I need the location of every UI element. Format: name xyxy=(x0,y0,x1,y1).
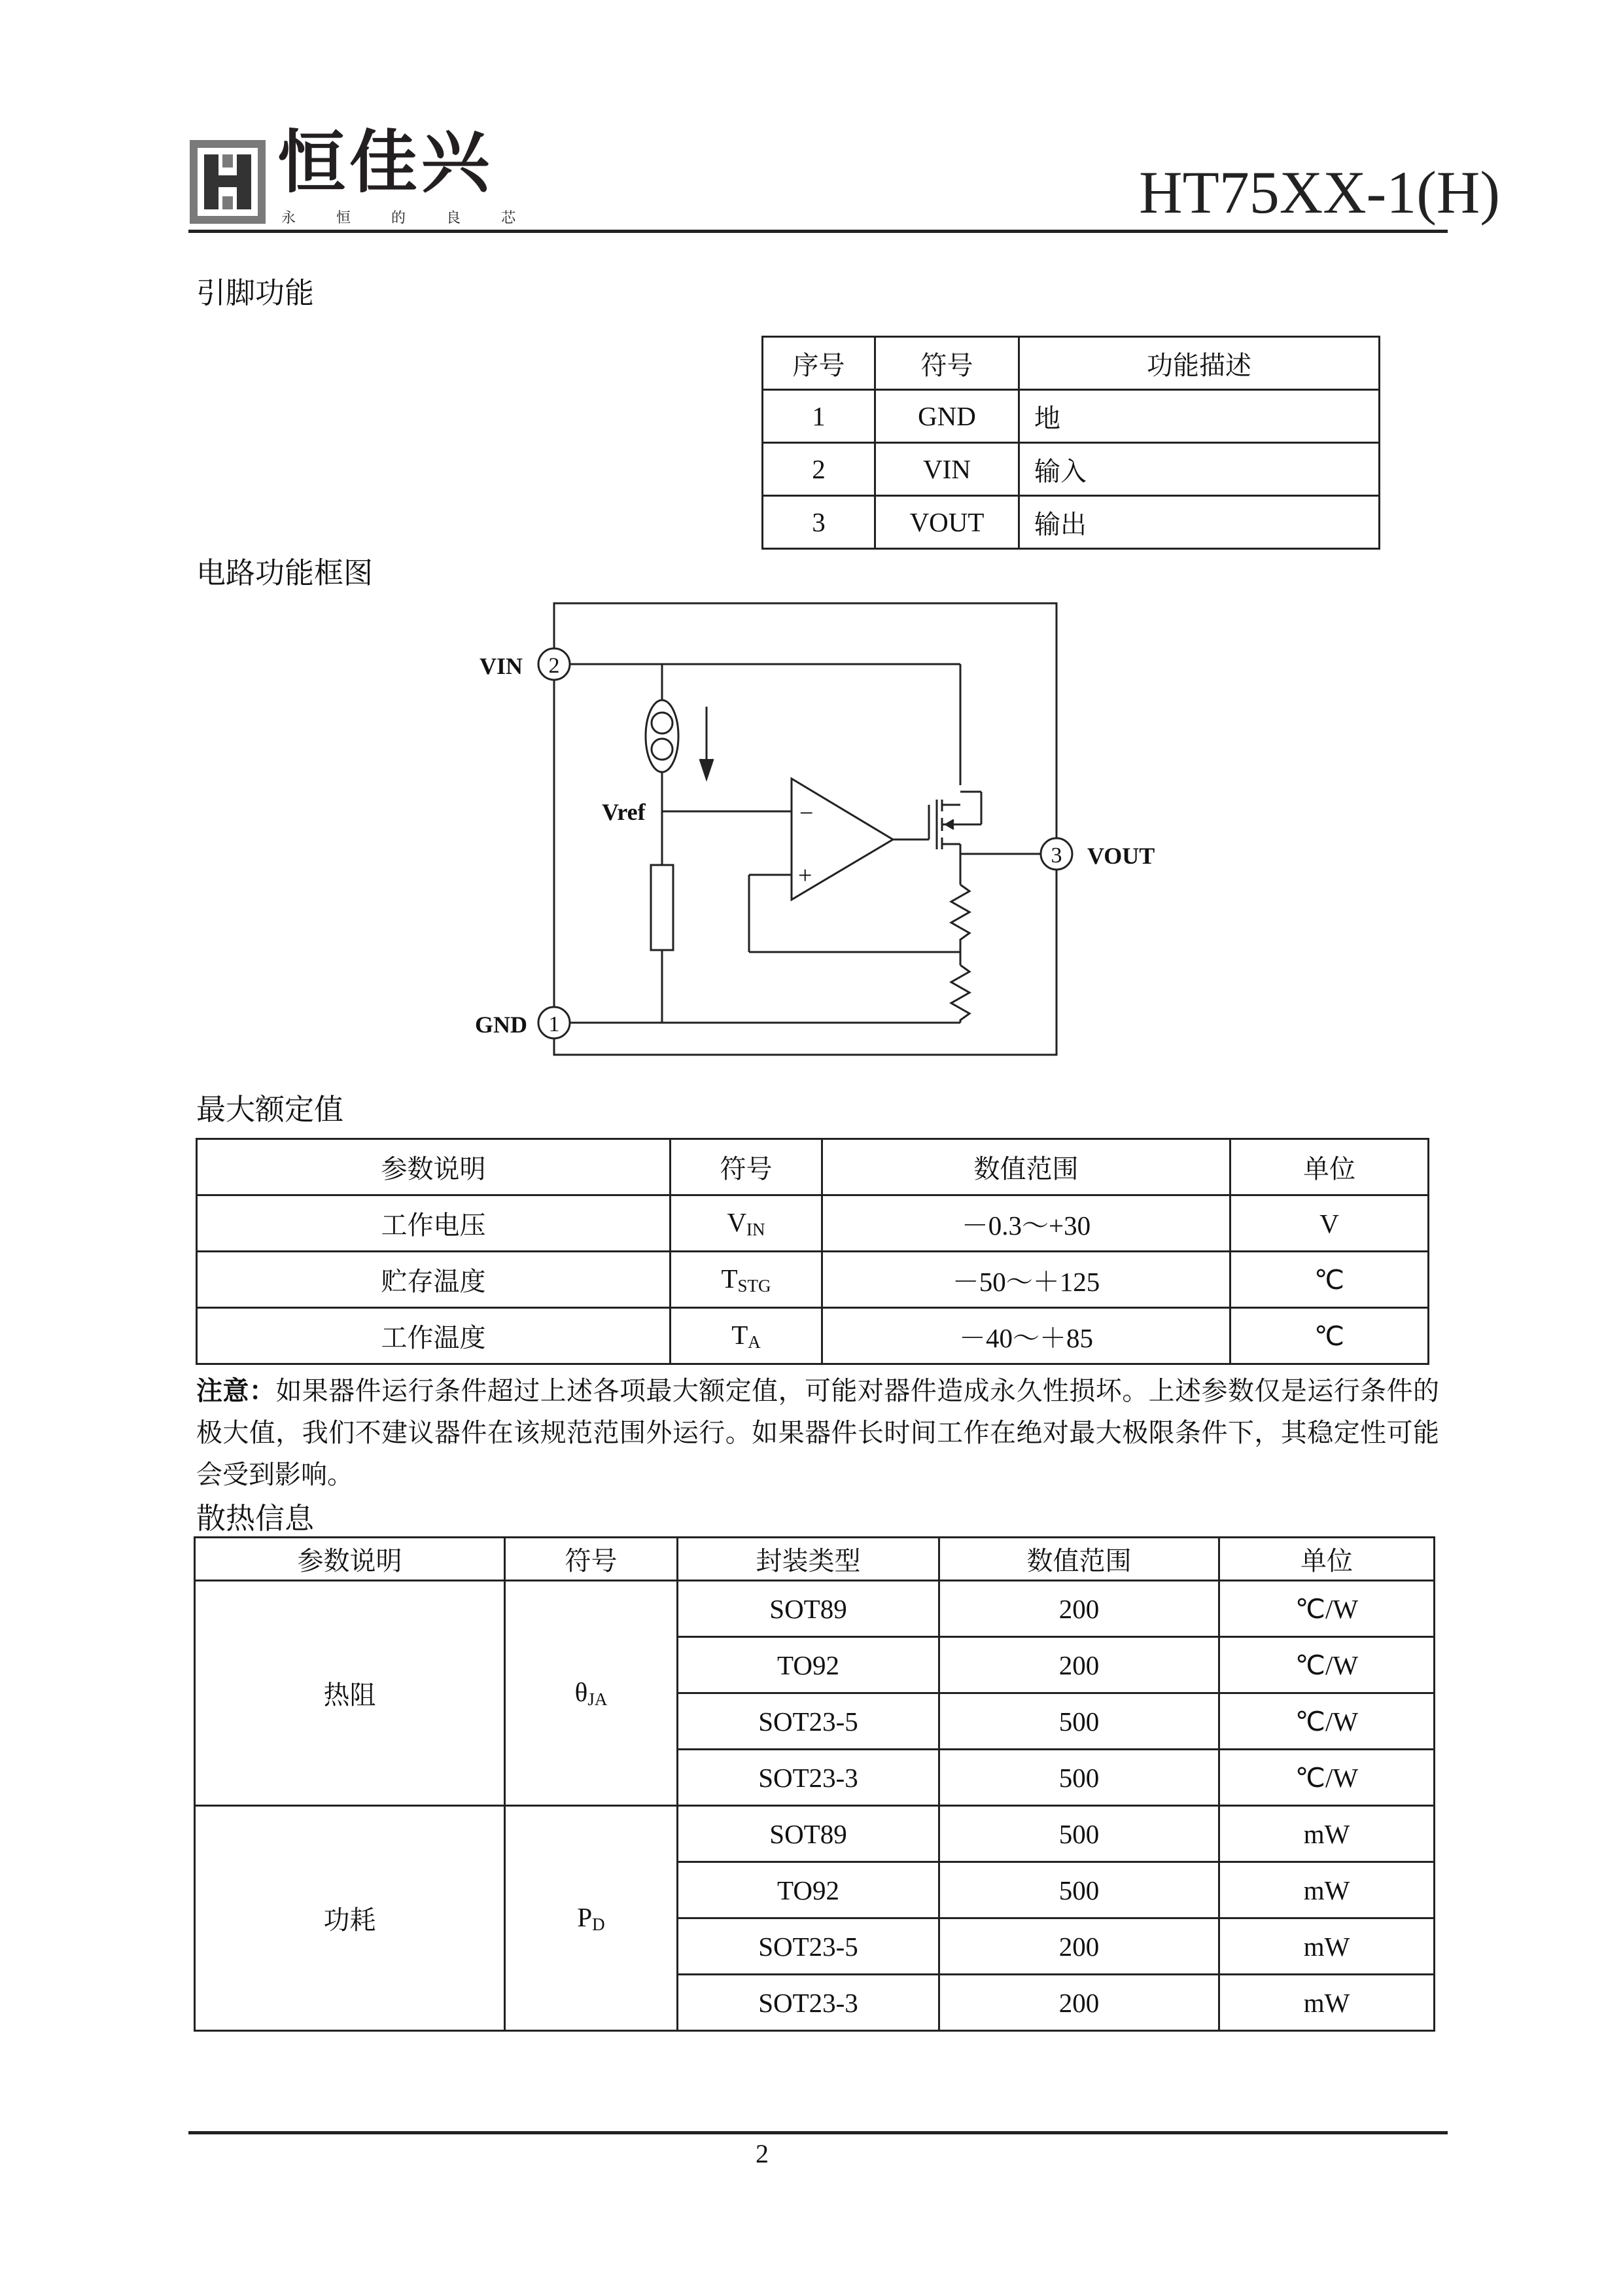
package-type: SOT89 xyxy=(678,1581,939,1637)
table-row xyxy=(197,1252,1429,1308)
symbol-subscript: STG xyxy=(737,1276,771,1296)
pin-number: 1 xyxy=(763,390,875,443)
unit: mW xyxy=(1219,1862,1435,1918)
symbol-main: V xyxy=(727,1207,747,1237)
value: 200 xyxy=(939,1637,1219,1693)
symbol-main: T xyxy=(721,1263,738,1294)
vout-label: VOUT xyxy=(1087,843,1155,869)
vref-label: Vref xyxy=(602,799,646,825)
pin-function-table xyxy=(761,336,1380,550)
note-label: 注意： xyxy=(196,1376,276,1406)
table-row xyxy=(763,443,1380,496)
package-type: SOT23-3 xyxy=(678,1975,939,2031)
company-logo-icon xyxy=(188,139,267,225)
symbol-subscript: A xyxy=(748,1332,761,1352)
note-text: 如果器件运行条件超过上述各项最大额定值，可能对器件造成永久性损坏。上述参数仅是运行条件的极大值，我们不建议器件在该规范范围外运行。如果器件长时间工作在绝对最大极限条件下，其稳定性可能会受到影响。 xyxy=(196,1376,1440,1490)
pin-description: 输出 xyxy=(1019,496,1380,549)
value: 500 xyxy=(939,1750,1219,1806)
column-header: 数值范围 xyxy=(822,1139,1230,1195)
mosfet-icon xyxy=(937,792,981,849)
package-type: TO92 xyxy=(678,1862,939,1918)
thermal-info-table xyxy=(194,1536,1435,2032)
feedback-resistor-icon xyxy=(951,965,969,1023)
param-name: 工作电压 xyxy=(197,1195,671,1252)
unit: ℃/W xyxy=(1219,1637,1435,1693)
header-divider xyxy=(188,230,1448,233)
max-ratings-table xyxy=(196,1138,1429,1365)
column-header: 功能描述 xyxy=(1019,337,1380,390)
value: 500 xyxy=(939,1862,1219,1918)
param-unit: ℃ xyxy=(1230,1252,1429,1308)
pin-number-label: 3 xyxy=(1051,843,1062,868)
thermal-info-heading: 散热信息 xyxy=(196,1501,315,1536)
column-header: 数值范围 xyxy=(939,1538,1219,1581)
gnd-label: GND xyxy=(475,1012,527,1038)
vin-label: VIN xyxy=(480,653,523,679)
table-row xyxy=(763,390,1380,443)
param-symbol xyxy=(671,1252,822,1308)
param-name: 热阻 xyxy=(195,1581,505,1806)
package-type: TO92 xyxy=(678,1637,939,1693)
arrow-down-icon xyxy=(700,759,713,779)
package-type: SOT23-5 xyxy=(678,1693,939,1750)
param-symbol xyxy=(671,1308,822,1364)
symbol-main: θ xyxy=(574,1677,588,1707)
pin-number-label: 1 xyxy=(548,1012,560,1036)
symbol-subscript: IN xyxy=(746,1220,765,1239)
pin-symbol: VIN xyxy=(875,443,1019,496)
table-row xyxy=(197,1195,1429,1252)
column-header: 封装类型 xyxy=(678,1538,939,1581)
unit: mW xyxy=(1219,1918,1435,1975)
slogan-char: 芯 xyxy=(501,210,516,226)
param-range: －0.3～+30 xyxy=(822,1195,1230,1252)
value: 200 xyxy=(939,1975,1219,2031)
slogan-char: 恒 xyxy=(336,210,351,226)
table-header-row xyxy=(763,337,1380,390)
opamp-minus-label: − xyxy=(799,800,814,827)
max-ratings-note xyxy=(196,1370,1439,1496)
symbol-subscript: JA xyxy=(587,1689,608,1709)
brand-name: 恒佳兴 xyxy=(277,122,494,202)
symbol-subscript: D xyxy=(592,1915,605,1934)
unit: ℃/W xyxy=(1219,1693,1435,1750)
package-type: SOT23-3 xyxy=(678,1750,939,1806)
unit: ℃/W xyxy=(1219,1750,1435,1806)
param-symbol xyxy=(671,1195,822,1252)
slogan-char: 良 xyxy=(446,210,461,226)
value: 200 xyxy=(939,1581,1219,1637)
table-row xyxy=(195,1581,1435,1637)
unit: ℃/W xyxy=(1219,1581,1435,1637)
column-header: 符号 xyxy=(671,1139,822,1195)
current-source-icon xyxy=(646,700,678,772)
max-ratings-heading: 最大额定值 xyxy=(196,1092,344,1127)
pin-symbol: VOUT xyxy=(875,496,1019,549)
footer-divider xyxy=(188,2131,1448,2134)
chip-outline xyxy=(554,603,1056,1055)
column-header: 参数说明 xyxy=(197,1139,671,1195)
param-name: 贮存温度 xyxy=(197,1252,671,1308)
column-header: 单位 xyxy=(1219,1538,1435,1581)
pin-number: 3 xyxy=(763,496,875,549)
table-header-row xyxy=(197,1139,1429,1195)
pin-number: 2 xyxy=(763,443,875,496)
param-range: －40～＋85 xyxy=(822,1308,1230,1364)
block-diagram xyxy=(458,589,1178,1060)
column-header: 单位 xyxy=(1230,1139,1429,1195)
value: 500 xyxy=(939,1806,1219,1862)
package-type: SOT89 xyxy=(678,1806,939,1862)
resistor-icon xyxy=(651,865,673,950)
pin-function-heading: 引脚功能 xyxy=(196,275,315,310)
table-row xyxy=(763,496,1380,549)
param-unit: V xyxy=(1230,1195,1429,1252)
symbol-main: T xyxy=(731,1320,748,1350)
unit: mW xyxy=(1219,1975,1435,2031)
param-symbol xyxy=(505,1806,678,2031)
pin-number-label: 2 xyxy=(548,654,560,678)
pin-symbol: GND xyxy=(875,390,1019,443)
pin-description: 输入 xyxy=(1019,443,1380,496)
column-header: 符号 xyxy=(875,337,1019,390)
slogan-char: 永 xyxy=(281,210,296,226)
model-number: HT75XX-1(H) xyxy=(1139,159,1500,226)
param-range: －50～＋125 xyxy=(822,1252,1230,1308)
table-row xyxy=(197,1308,1429,1364)
unit: mW xyxy=(1219,1806,1435,1862)
value: 200 xyxy=(939,1918,1219,1975)
table-header-row xyxy=(195,1538,1435,1581)
column-header: 序号 xyxy=(763,337,875,390)
pin-description: 地 xyxy=(1019,390,1380,443)
param-name: 功耗 xyxy=(195,1806,505,2031)
package-type: SOT23-5 xyxy=(678,1918,939,1975)
symbol-main: P xyxy=(577,1902,593,1932)
column-header: 参数说明 xyxy=(195,1538,505,1581)
param-unit: ℃ xyxy=(1230,1308,1429,1364)
table-row xyxy=(195,1806,1435,1862)
opamp-plus-label: + xyxy=(798,862,812,889)
block-diagram-heading: 电路功能框图 xyxy=(196,556,374,590)
param-symbol xyxy=(505,1581,678,1806)
param-name: 工作温度 xyxy=(197,1308,671,1364)
brand-slogan xyxy=(281,207,515,227)
value: 500 xyxy=(939,1693,1219,1750)
feedback-resistor-icon xyxy=(951,885,969,965)
column-header: 符号 xyxy=(505,1538,678,1581)
slogan-char: 的 xyxy=(391,210,406,226)
page-number: 2 xyxy=(756,2139,769,2168)
